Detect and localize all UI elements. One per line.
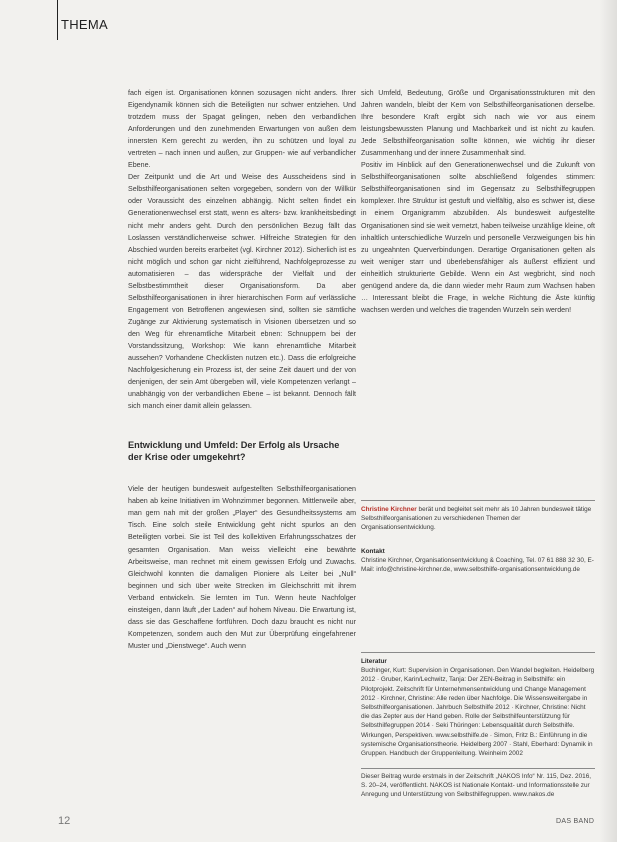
left-paragraph-1: fach eigen ist. Organisationen können sozusagen nicht anders. Ihrer Eigendynamik können sich die Beteiligten nur schwer entziehen. Und trotzdem muss der Spagat gelingen, neben den verbandlichen Anforderungen und den zunehmenden Erwartungen von außen dem innersten Kern gerecht zu werden, ihn zu schützen und loyal zu vertreten – nach innen und außen, zur Gruppen- wie auf verbandlicher Ebene. xyxy=(128,89,356,170)
author-box xyxy=(361,505,595,533)
contact-label: Kontakt xyxy=(361,548,385,555)
page-number: 12 xyxy=(58,815,71,827)
divider xyxy=(361,768,595,769)
left-paragraph-3: Viele der heutigen bundesweit aufgestellten Selbsthilfeorganisationen haben ab keine Initiativen im Wohnzimmer begonnen. Mittlerweile aber, man gern nah mit der großen „Player“ des Gesundheitssystems am Tisch. Eine solch steile Entwicklung geht nicht spurlos an den Beteiligten vorbei. Sie ist Teil des kollektiven Erfahrungsschatzes der gesamten Organisation. Man weiss vielleicht eine bewährte Arbeitsweise, man rechnet mit einem gewissen Erfolg und Zuwachs. Gleichwohl konnten die damaligen Pioniere als Leiter bei „Null“ beginnen und sich über weite Strecken im Gleichschritt mit ihrem Verband entwickeln. Sie lernten im Tun. Wenn heute Nachfolger einsteigen, dann läuft „der Laden“ auf hohem Niveau. Die Erwartung ist, dass sie das Geschaffene fortführen. Doch dazu braucht es nicht nur Kompetenzen, sondern auch den Mut zur Überprüfung eingefahrener Muster und „Dienstwege“. Auch wenn xyxy=(128,485,356,650)
section-heading: Entwicklung und Umfeld: Der Erfolg als Ursache der Krise oder umgekehrt? xyxy=(128,440,340,462)
contact-text: Christine Kirchner, Organisationsentwicklung & Coaching, Tel. 07 61 888 32 30, E-Mail: info@christine-kirchner.de, www.selbsthilfe-organisationsentwicklung.de xyxy=(361,557,594,574)
right-paragraph-2: Positiv im Hinblick auf den Generationenwechsel und die Zukunft von Selbsthilfeorganisationen sollte abschließend folgendes stimmen: Selbsthilfeorganisationen sind im Gegensatz zu Selbsthilfegruppen komplexer. Ihre Struktur ist gestuft und vielfältig, also es schwer ist, diese in einem Organigramm abzubilden. Als bundesweit aufgestellte Organisationen sind sie weit vernetzt, haben teilweise unzählige kleine, oft inhaltlich unterschiedliche Wurzeln und personelle Verzweigungen bis hin zu ungeahnten Querverbindungen. Derartige Organisationen gelten als weit weniger starr und überlebensfähiger als äußerst effizient und einheitlich strukturierte Gebilde. Wenn ein Ast wegbricht, sind noch genügend andere da, die dann wieder mehr Raum zum Wachsen haben … Interessant bleibt die Frage, in welche Richtung die Äste künftig wachsen werden und welches die tragenden Wurzeln sein werden! xyxy=(361,161,595,314)
section-rubric: THEMA xyxy=(61,17,108,32)
literature-box xyxy=(361,657,595,758)
magazine-name: DAS BAND xyxy=(556,818,595,825)
literature-list: Buchinger, Kurt: Supervision in Organisationen. Den Wandel begleiten. Heidelberg 2012 · Gruber, Karin/Lechwitz, Tanja: Der ZEN-Beitrag in Selbsthilfe: ein Pilotprojekt. Zeitschrift für Unternehmensentwicklung und Change Management 2012 · Kirchner, Christine: Alle reden über Nachfolge. Die Wissensweitergabe in Selbsthilfeorganisationen. Jahrbuch Selbsthilfe 2012 · Kirchner, Christine: Nicht die das Zepter aus der Hand geben. Rolle der Selbsthilfeunterstützung für Selbsthilfegruppen 2014 · Seki Thüringen: Lebensqualität durch Selbsthilfe. Wirkungen, Perspektiven. www.selbsthilfe.de · Simon, Fritz B.: Einführung in die systemische Organisationstheorie. Heidelberg 2007 · Stahl, Eberhard: Dynamik in Gruppen. Handbuch der Gruppenleitung. Weinheim 2002 xyxy=(361,667,595,758)
left-column xyxy=(128,87,356,652)
source-note: Dieser Beitrag wurde erstmals in der Zeitschrift „NAKOS Info“ Nr. 115, Dez. 2016, S. 20–24, veröffentlicht. NAKOS ist Nationale Kontakt- und Informationsstelle zur Anregung und Unterstützung von Selbsthilfegruppen. www.nakos.de xyxy=(361,773,592,799)
literature-label: Literatur xyxy=(361,658,387,665)
rubric-rule xyxy=(57,0,58,40)
right-paragraph-1: sich Umfeld, Bedeutung, Größe und Organisationsstrukturen mit den Jahren wandeln, bleibt der Kern von Selbsthilfeorganisationen derselbe. Ihre besondere Kraft ergibt sich nach wie vor aus einem leistungsbewussten Planung und Machbarkeit und ist nicht zu kaufen. Jede Selbsthilfeorganisation sollte können, wie wichtig ihr dieser Zusammenhang und der innere Zusammenhalt sind. xyxy=(361,89,595,158)
contact-box xyxy=(361,547,595,575)
author-bio: berät und begleitet seit mehr als 10 Jahren bundesweit tätige Selbsthilfeorganisationen zu verschiedenen Themen der Organisationsentwicklung. xyxy=(361,506,592,532)
divider xyxy=(361,500,595,501)
right-column xyxy=(361,87,595,316)
author-name: Christine Kirchner xyxy=(361,506,417,513)
page-edge-shadow xyxy=(599,0,617,842)
divider xyxy=(361,652,595,653)
left-paragraph-2: Der Zeitpunkt und die Art und Weise des Ausscheidens sind in Selbsthilfeorganisationen selten vorgegeben, sondern von der Willkür oder Voraussicht des einzelnen abhängig. Nicht selten findet ein Generationenwechsel erst statt, wenn es alters- bzw. krankheitsbedingt nicht mehr anders geht. Durch den persönlichen Bezug fällt das Loslassen verständlicherweise schwer. Hilfreiche Strategien für den Abschied wurden bereits erarbeitet (vgl. Kirchner 2012). Sicherlich ist es nicht möglich und schon gar nicht zielführend, Nachfolgeprozesse zu automatisieren – das widerspräche der Vielfalt und der Selbstbestimmtheit dieser Organisationsform. Da aber Selbsthilfeorganisationen in ihrer hierarchischen Form auf verlässliche Engagement von Betroffenen angewiesen sind, sollten sie sämtliche Zugänge zur Aktivierung systematisch in Visionen übersetzen und so den Weg für ehrenamtliche Mitarbeit ebnen: Schnuppern bei der Vorstandssitzung, Workshop: Wie kann ehrenamtliche Mitarbeit aussehen? Vorhandene Checklisten nutzen etc.). Dass die erfolgreiche Nachfolgesicherung ein Prozess ist, der seine Zeit dauert und der von denjenigen, der sein Amt übergeben will, viele Kompetenzen verlangt – unabhängig von der verbandlichen Ebene – ist bekannt. Dennoch fällt sich manch einer damit allein gelassen. xyxy=(128,173,356,411)
